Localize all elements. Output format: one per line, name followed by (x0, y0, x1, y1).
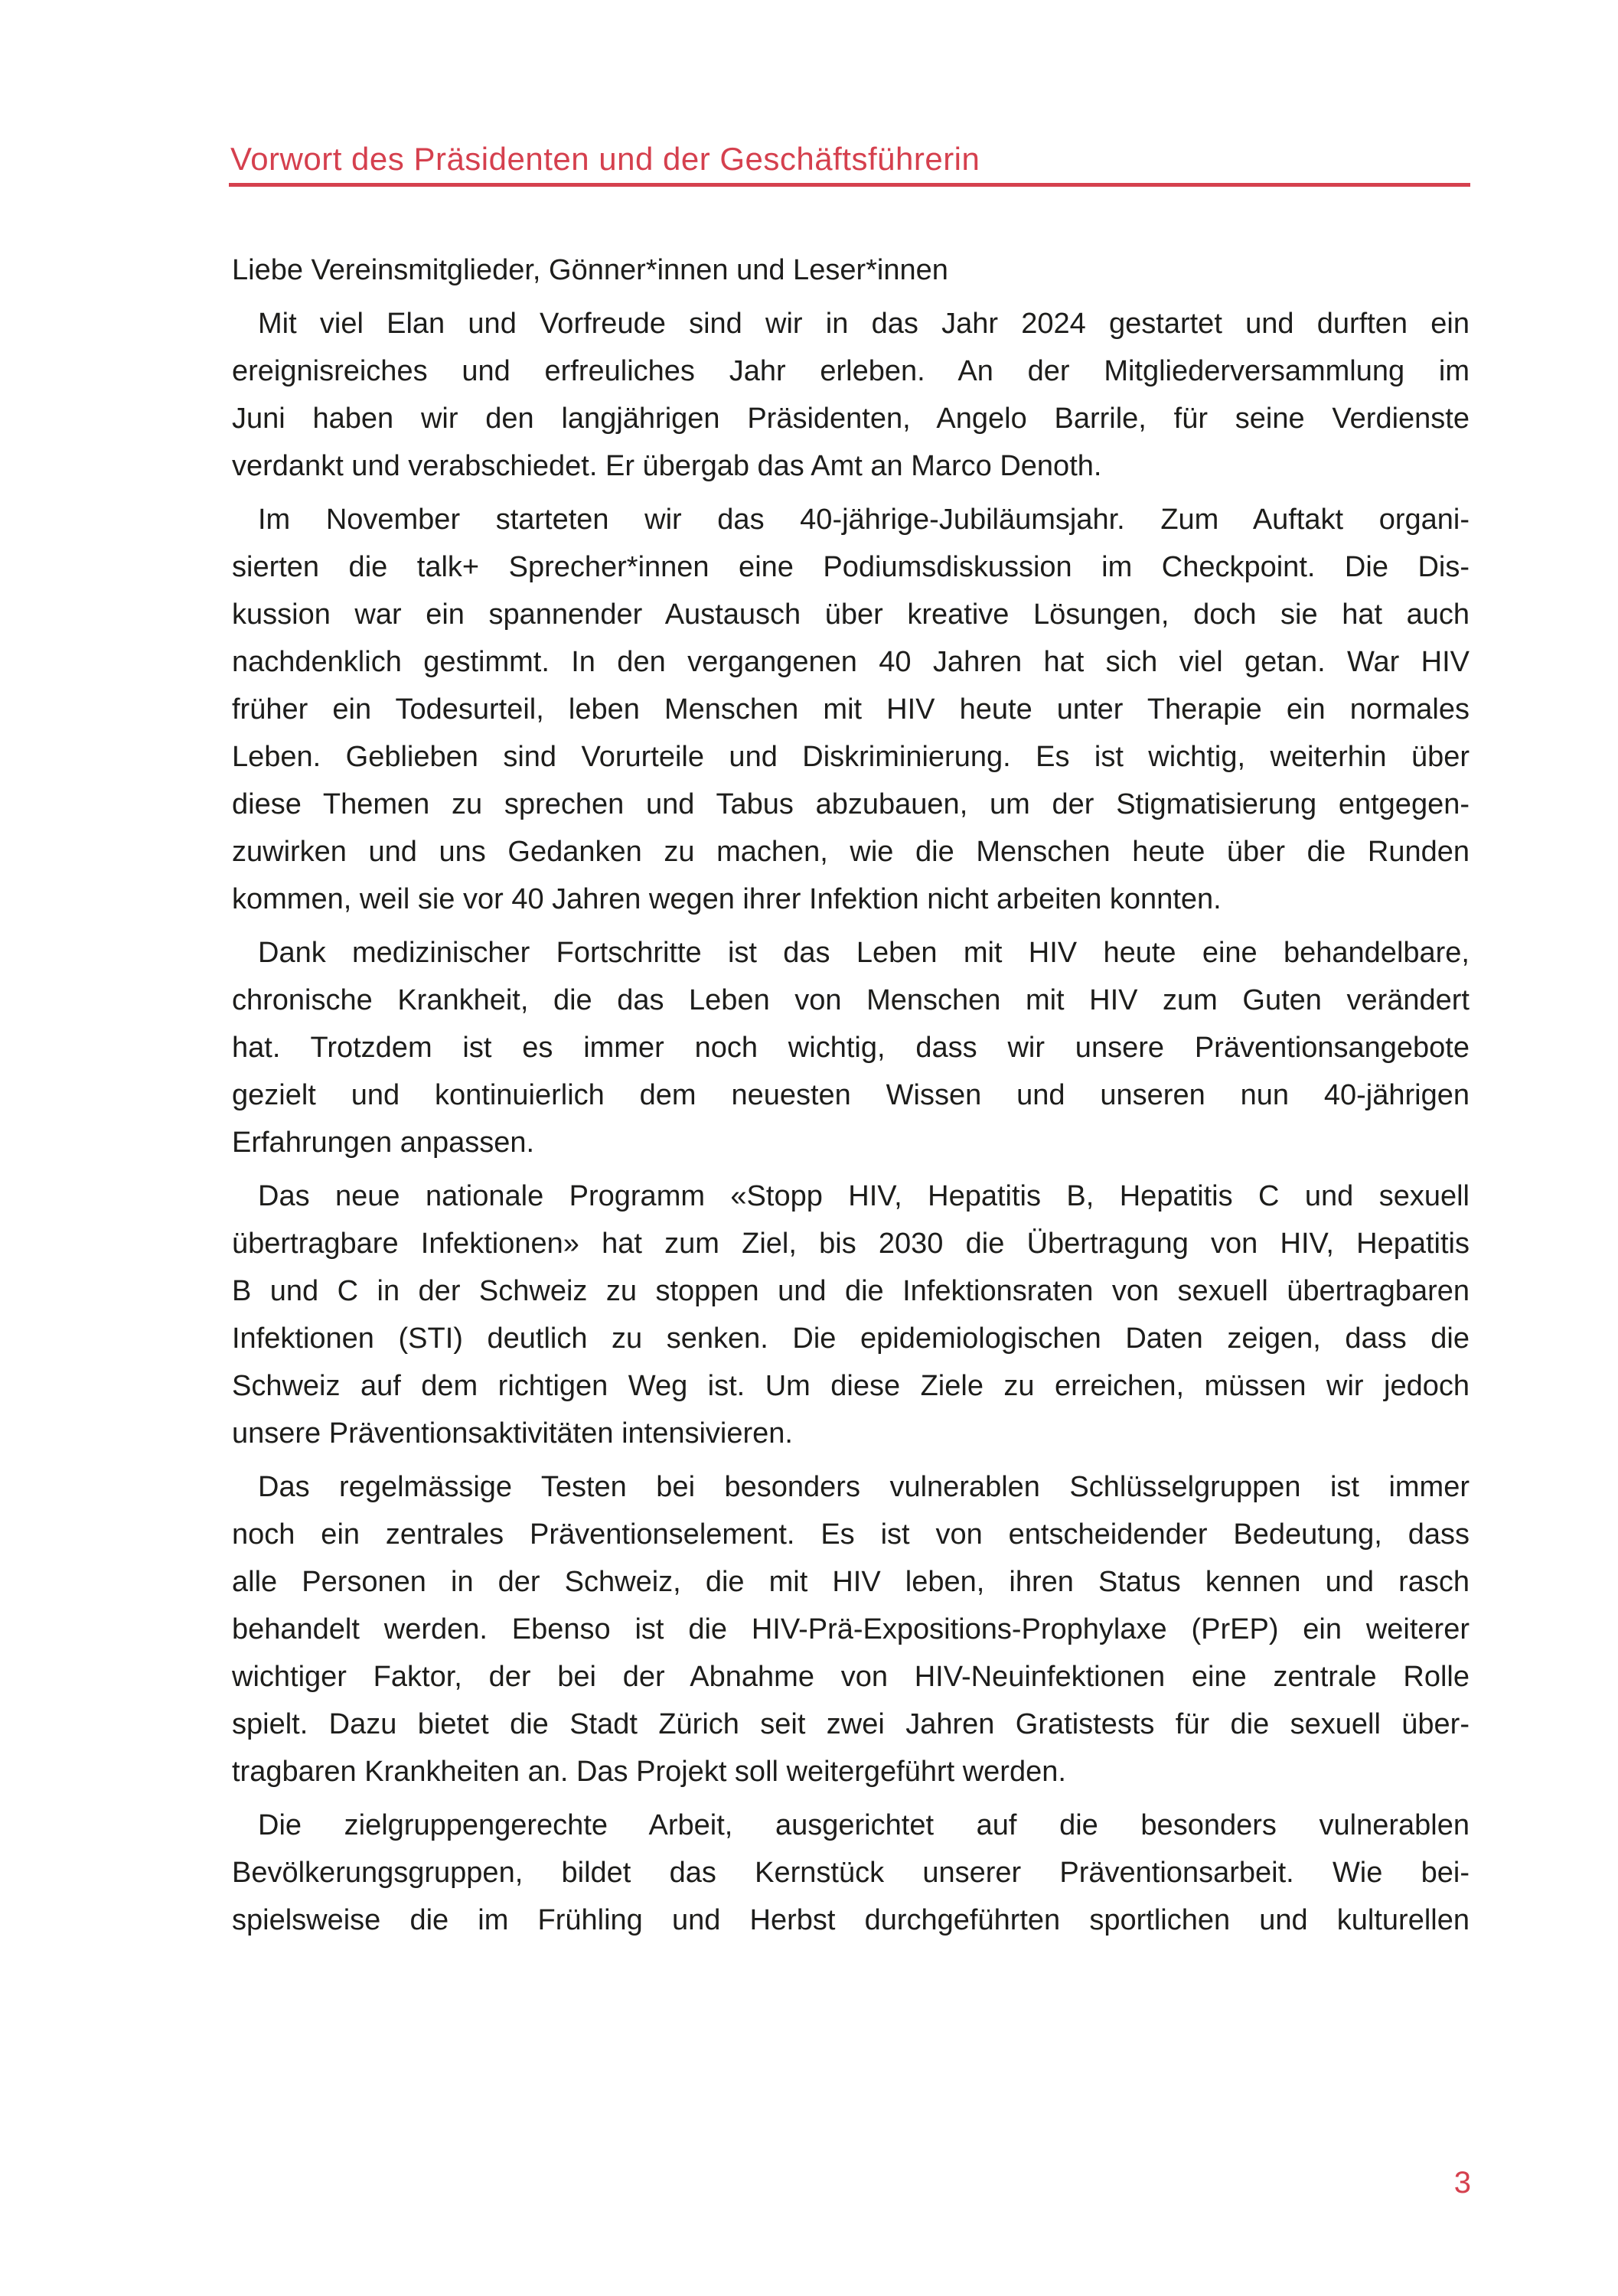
text-line: Schweiz auf dem richtigen Weg ist. Um diese Ziele zu erreichen, müssen wir jedoch (232, 1370, 1470, 1402)
text-line: Die zielgruppengerechte Arbeit, ausgerichtet auf die besonders vulnerablen (258, 1809, 1470, 1841)
text-line: tragbaren Krankheiten an. Das Projekt soll weitergeführt werden. (232, 1756, 1066, 1788)
text-line: spielsweise die im Frühling und Herbst durchgeführten sportlichen und kulturellen (232, 1904, 1470, 1936)
paragraph (232, 929, 1470, 1166)
heading-underline (229, 183, 1470, 187)
paragraph (232, 1802, 1470, 1944)
text-line: Liebe Vereinsmitglieder, Gönner*innen und Leser*innen (232, 254, 948, 286)
text-line: Leben. Geblieben sind Vorurteile und Diskriminierung. Es ist wichtig, weiterhin über (232, 741, 1470, 773)
text-line: unsere Präventionsaktivitäten intensivieren. (232, 1417, 793, 1450)
text-line: wichtiger Faktor, der bei der Abnahme von HIV-Neuinfektionen eine zentrale Rolle (232, 1661, 1470, 1693)
paragraph (232, 496, 1470, 923)
text-line: nachdenklich gestimmt. In den vergangenen 40 Jahren hat sich viel getan. War HIV (232, 646, 1470, 678)
text-line: B und C in der Schweiz zu stoppen und die Infektionsraten von sexuell übertragbaren (232, 1275, 1470, 1307)
text-line: noch ein zentrales Präventionselement. Es ist von entscheidender Bedeutung, dass (232, 1518, 1470, 1551)
text-line: kussion war ein spannender Austausch über kreative Lösungen, doch sie hat auch (232, 598, 1470, 631)
text-line: Erfahrungen anpassen. (232, 1127, 535, 1159)
paragraph (232, 1172, 1470, 1457)
paragraph (232, 1463, 1470, 1795)
paragraph (232, 246, 1470, 294)
paragraph (232, 300, 1470, 490)
text-line: übertragbare Infektionen» hat zum Ziel, bis 2030 die Übertragung von HIV, Hepatitis (232, 1228, 1470, 1260)
text-line: diese Themen zu sprechen und Tabus abzubauen, um der Stigmatisierung entgegen- (232, 788, 1470, 820)
text-line: behandelt werden. Ebenso ist die HIV-Prä-Expositions-Prophylaxe (PrEP) ein weiterer (232, 1613, 1470, 1645)
page-title: Vorwort des Präsidenten und der Geschäftsführerin (230, 141, 980, 177)
text-line: Das neue nationale Programm «Stopp HIV, Hepatitis B, Hepatitis C und sexuell (258, 1180, 1470, 1212)
text-line: Dank medizinischer Fortschritte ist das Leben mit HIV heute eine behandelbare, (258, 937, 1470, 969)
text-line: kommen, weil sie vor 40 Jahren wegen ihrer Infektion nicht arbeiten konnten. (232, 883, 1222, 915)
text-line: spielt. Dazu bietet die Stadt Zürich seit zwei Jahren Gratistests für die sexuell über- (232, 1708, 1470, 1740)
text-line: Das regelmässige Testen bei besonders vulnerablen Schlüsselgruppen ist immer (258, 1471, 1470, 1503)
text-line: Infektionen (STI) deutlich zu senken. Die epidemiologischen Daten zeigen, dass die (232, 1322, 1470, 1355)
text-line: Im November starteten wir das 40-jährige-Jubiläumsjahr. Zum Auftakt organi- (258, 504, 1470, 536)
text-line: früher ein Todesurteil, leben Menschen mit HIV heute unter Therapie ein normales (232, 693, 1470, 726)
text-line: sierten die talk+ Sprecher*innen eine Podiumsdiskussion im Checkpoint. Die Dis- (232, 551, 1470, 583)
text-line: ereignisreiches und erfreuliches Jahr erleben. An der Mitgliederversammlung im (232, 355, 1470, 387)
text-line: verdankt und verabschiedet. Er übergab das Amt an Marco Denoth. (232, 450, 1102, 482)
text-line: Bevölkerungsgruppen, bildet das Kernstück unserer Präventionsarbeit. Wie bei- (232, 1857, 1470, 1889)
text-line: Mit viel Elan und Vorfreude sind wir in das Jahr 2024 gestartet und durften ein (258, 308, 1470, 340)
text-line: Juni haben wir den langjährigen Präsidenten, Angelo Barrile, für seine Verdienste (232, 403, 1470, 435)
text-line: zuwirken und uns Gedanken zu machen, wie die Menschen heute über die Runden (232, 836, 1470, 868)
body-text (232, 246, 1470, 1944)
text-line: chronische Krankheit, die das Leben von Menschen mit HIV zum Guten verändert (232, 984, 1470, 1016)
text-line: hat. Trotzdem ist es immer noch wichtig, dass wir unsere Präventionsangebote (232, 1032, 1470, 1064)
page-number: 3 (1453, 2166, 1471, 2200)
text-line: alle Personen in der Schweiz, die mit HIV leben, ihren Status kennen und rasch (232, 1566, 1470, 1598)
text-line: gezielt und kontinuierlich dem neuesten Wissen und unseren nun 40-jährigen (232, 1079, 1470, 1111)
